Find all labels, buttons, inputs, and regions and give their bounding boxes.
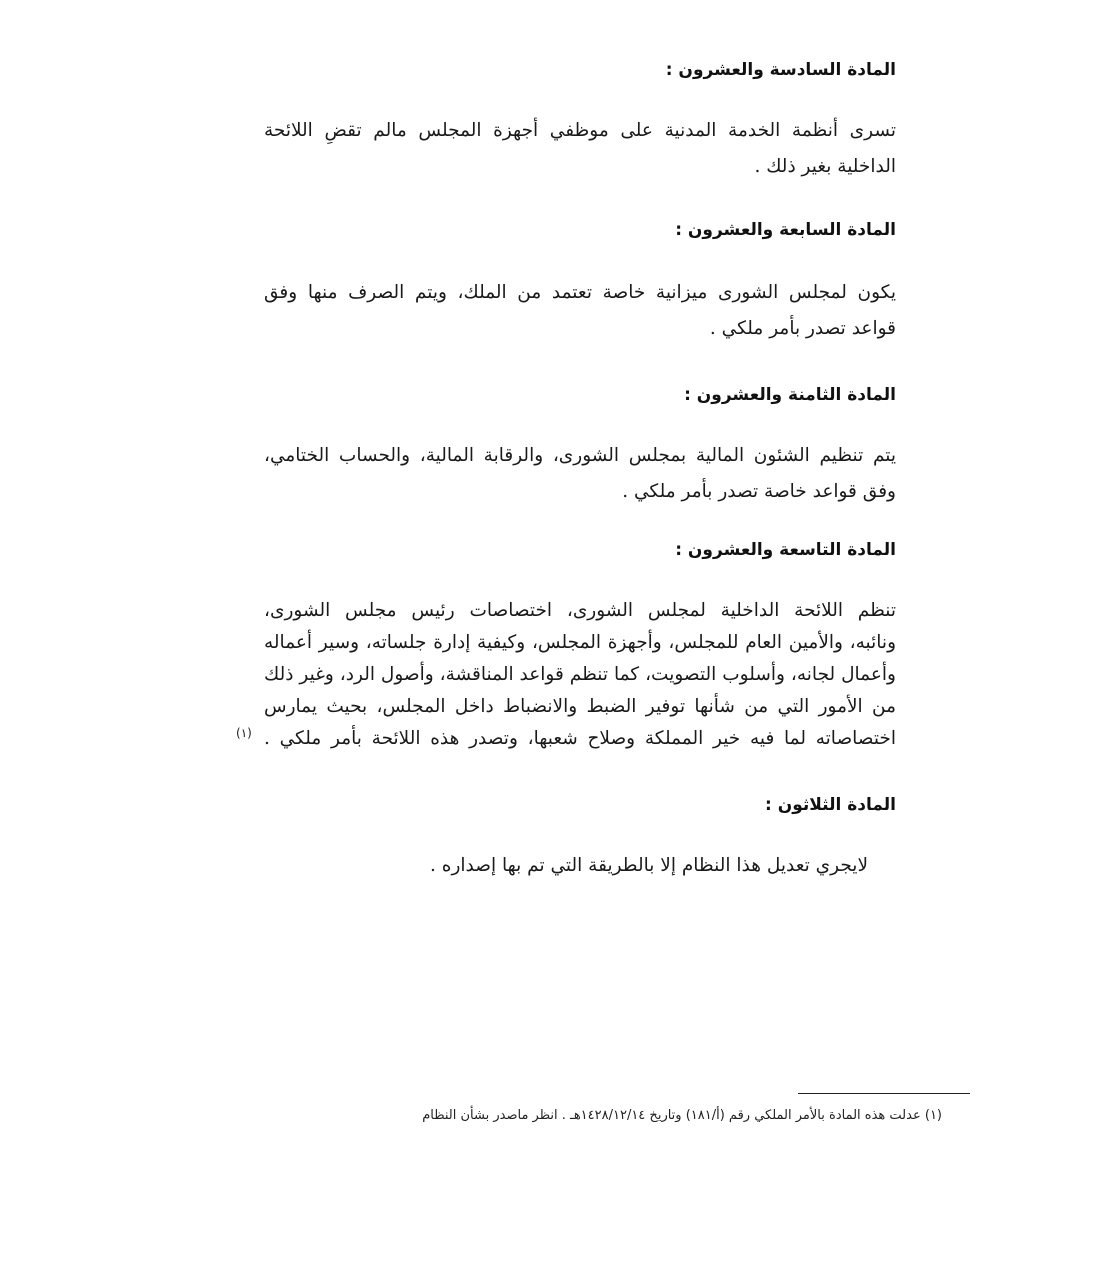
article-29-heading: المادة التاسعة والعشرون : <box>675 540 896 560</box>
article-26-heading: المادة السادسة والعشرون : <box>665 60 896 80</box>
article-30-line-1: لايجري تعديل هذا النظام إلا بالطريقة التي تم بها إصداره . <box>430 855 868 876</box>
article-29-line-5: اختصاصاته لما فيه خير المملكة وصلاح شعبها، وتصدر هذه اللائحة بأمر ملكي . <box>264 728 896 749</box>
article-28-line-2: وفق قواعد خاصة تصدر بأمر ملكي . <box>622 481 896 502</box>
article-26-line-1: تسرى أنظمة الخدمة المدنية على موظفي أجهزة المجلس مالم تقضِ اللائحة <box>264 120 896 141</box>
article-27-line-2: قواعد تصدر بأمر ملكي . <box>709 318 896 339</box>
article-28-heading: المادة الثامنة والعشرون : <box>684 385 896 405</box>
article-29-line-3: وأعمال لجانه، وأسلوب التصويت، كما تنظم قواعد المناقشة، وأصول الرد، وغير ذلك <box>264 664 896 685</box>
article-29-line-1: تنظم اللائحة الداخلية لمجلس الشورى، اختصاصات رئيس مجلس الشورى، <box>264 600 896 621</box>
footnote-text: (١) عدلت هذه المادة بالأمر الملكي رقم (أ/١٨١) وتاريخ ١٤٢٨/١٢/١٤هـ . انظر ماصدر بشأن النظام <box>422 1108 942 1123</box>
article-26-line-2: الداخلية بغير ذلك . <box>754 156 896 177</box>
article-28-line-1: يتم تنظيم الشئون المالية بمجلس الشورى، والرقابة المالية، والحساب الختامي، <box>264 445 896 466</box>
article-29-line-4: من الأمور التي من شأنها توفير الضبط والانضباط داخل المجلس، بحيث يمارس <box>264 696 896 717</box>
article-27-line-1: يكون لمجلس الشورى ميزانية خاصة تعتمد من الملك، ويتم الصرف منها وفق <box>264 282 896 303</box>
footnote-marker: (١) <box>236 726 252 740</box>
article-30-heading: المادة الثلاثون : <box>765 795 896 815</box>
article-29-line-2: ونائبه، والأمين العام للمجلس، وأجهزة المجلس، وكيفية إدارة جلساته، وسير أعماله <box>264 632 896 653</box>
footnote-divider <box>798 1093 970 1094</box>
article-27-heading: المادة السابعة والعشرون : <box>675 220 896 240</box>
